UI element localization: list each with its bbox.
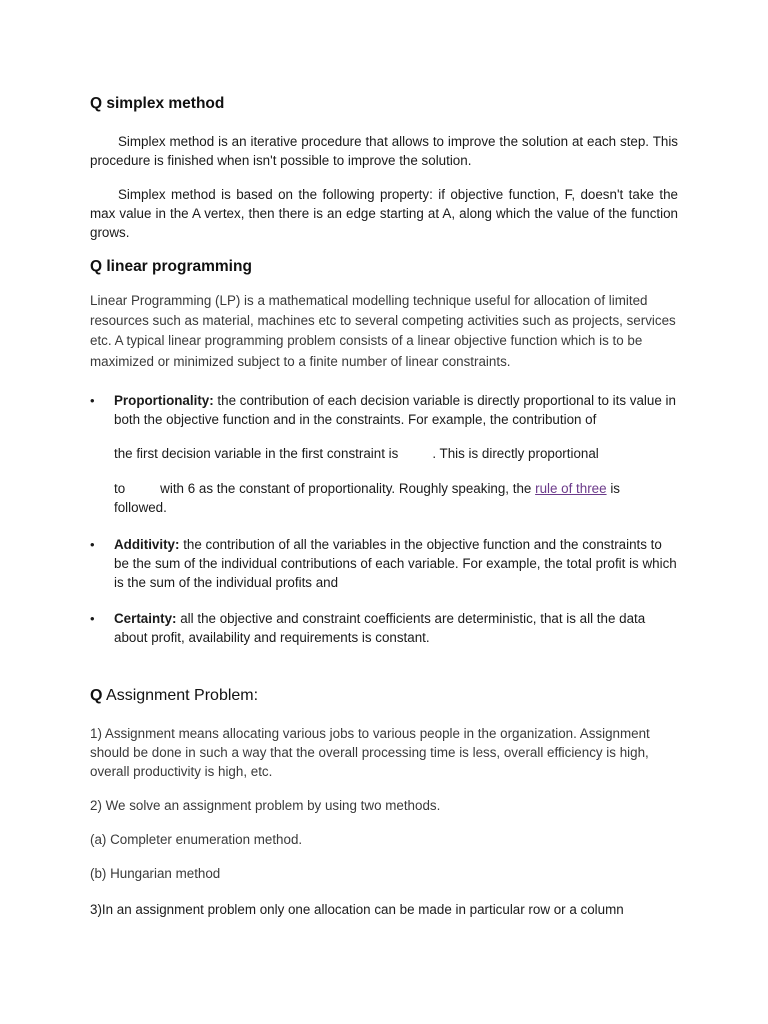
assignment-method-a: (a) Completer enumeration method. <box>90 832 303 847</box>
additivity-text <box>114 535 678 592</box>
additivity-term: Additivity: <box>114 537 180 552</box>
proportionality-line-2 <box>114 444 678 463</box>
assignment-paragraph-3: 3)In an assignment problem only one allocation can be made in particular row or a column <box>90 902 624 917</box>
simplex-paragraph-1: Simplex method is an iterative procedure that allows to improve the solution at each step. This procedure is finished when isn't possible to improve the solution. <box>90 134 678 168</box>
certainty-text <box>114 609 678 647</box>
bullet-dot: • <box>90 537 95 552</box>
lp-intro-paragraph: Linear Programming (LP) is a mathematical modelling technique useful for allocation of limited resources such as material, machines etc to several competing activities such as projects, services etc. A typical linear programming problem consists of a linear objective function which is to be maximized or minimized subject to a finite number of linear constraints. <box>90 293 676 369</box>
certainty-body: all the objective and constraint coefficients are deterministic, that is all the data about profit, availability and requirements is constant. <box>114 611 646 645</box>
assignment-method-b: (b) Hungarian method <box>90 866 221 881</box>
bullet-dot: • <box>90 611 95 626</box>
heading-assignment-text: Assignment Problem: <box>102 687 259 704</box>
proportionality-text-1: the contribution of each decision variable is directly proportional to its value in both the objective function and in the constraints. For example, the contribution of <box>114 393 676 427</box>
bullet-dot: • <box>90 393 95 408</box>
proportionality-text <box>114 391 678 429</box>
assignment-paragraph-2: 2) We solve an assignment problem by using two methods. <box>90 798 441 813</box>
proportionality-text-6: is <box>610 481 620 496</box>
additivity-body: the contribution of all the variables in the objective function and the constraints to be the sum of the individual contributions of each variable. For example, the total profit is which is the sum of the individual profits and <box>114 537 677 590</box>
heading-assignment-problem <box>90 686 678 706</box>
proportionality-text-4: to <box>114 481 126 496</box>
proportionality-line-3 <box>114 479 678 517</box>
heading-q: Q <box>90 687 103 704</box>
heading-linear-programming: Q linear programming <box>90 258 252 275</box>
proportionality-term: Proportionality: <box>114 393 214 408</box>
rule-of-three-link[interactable]: rule of three <box>535 481 607 496</box>
proportionality-text-7: followed. <box>114 500 167 515</box>
proportionality-text-5: with 6 as the constant of proportionality. Roughly speaking, the <box>160 481 532 496</box>
proportionality-text-3: . This is directly proportional <box>432 446 599 461</box>
assignment-paragraph-1: 1) Assignment means allocating various jobs to various people in the organization. Assignment should be done in such a way that the overall processing time is less, overall efficiency is high, overall productivity is high, etc. <box>90 726 650 779</box>
proportionality-text-2: the first decision variable in the first constraint is <box>114 446 399 461</box>
certainty-term: Certainty: <box>114 611 177 626</box>
simplex-paragraph-2: Simplex method is based on the following property: if objective function, F, doesn't take the max value in the A vertex, then there is an edge starting at A, along which the value of the function grows. <box>90 187 678 240</box>
heading-simplex-method: Q simplex method <box>90 95 225 112</box>
